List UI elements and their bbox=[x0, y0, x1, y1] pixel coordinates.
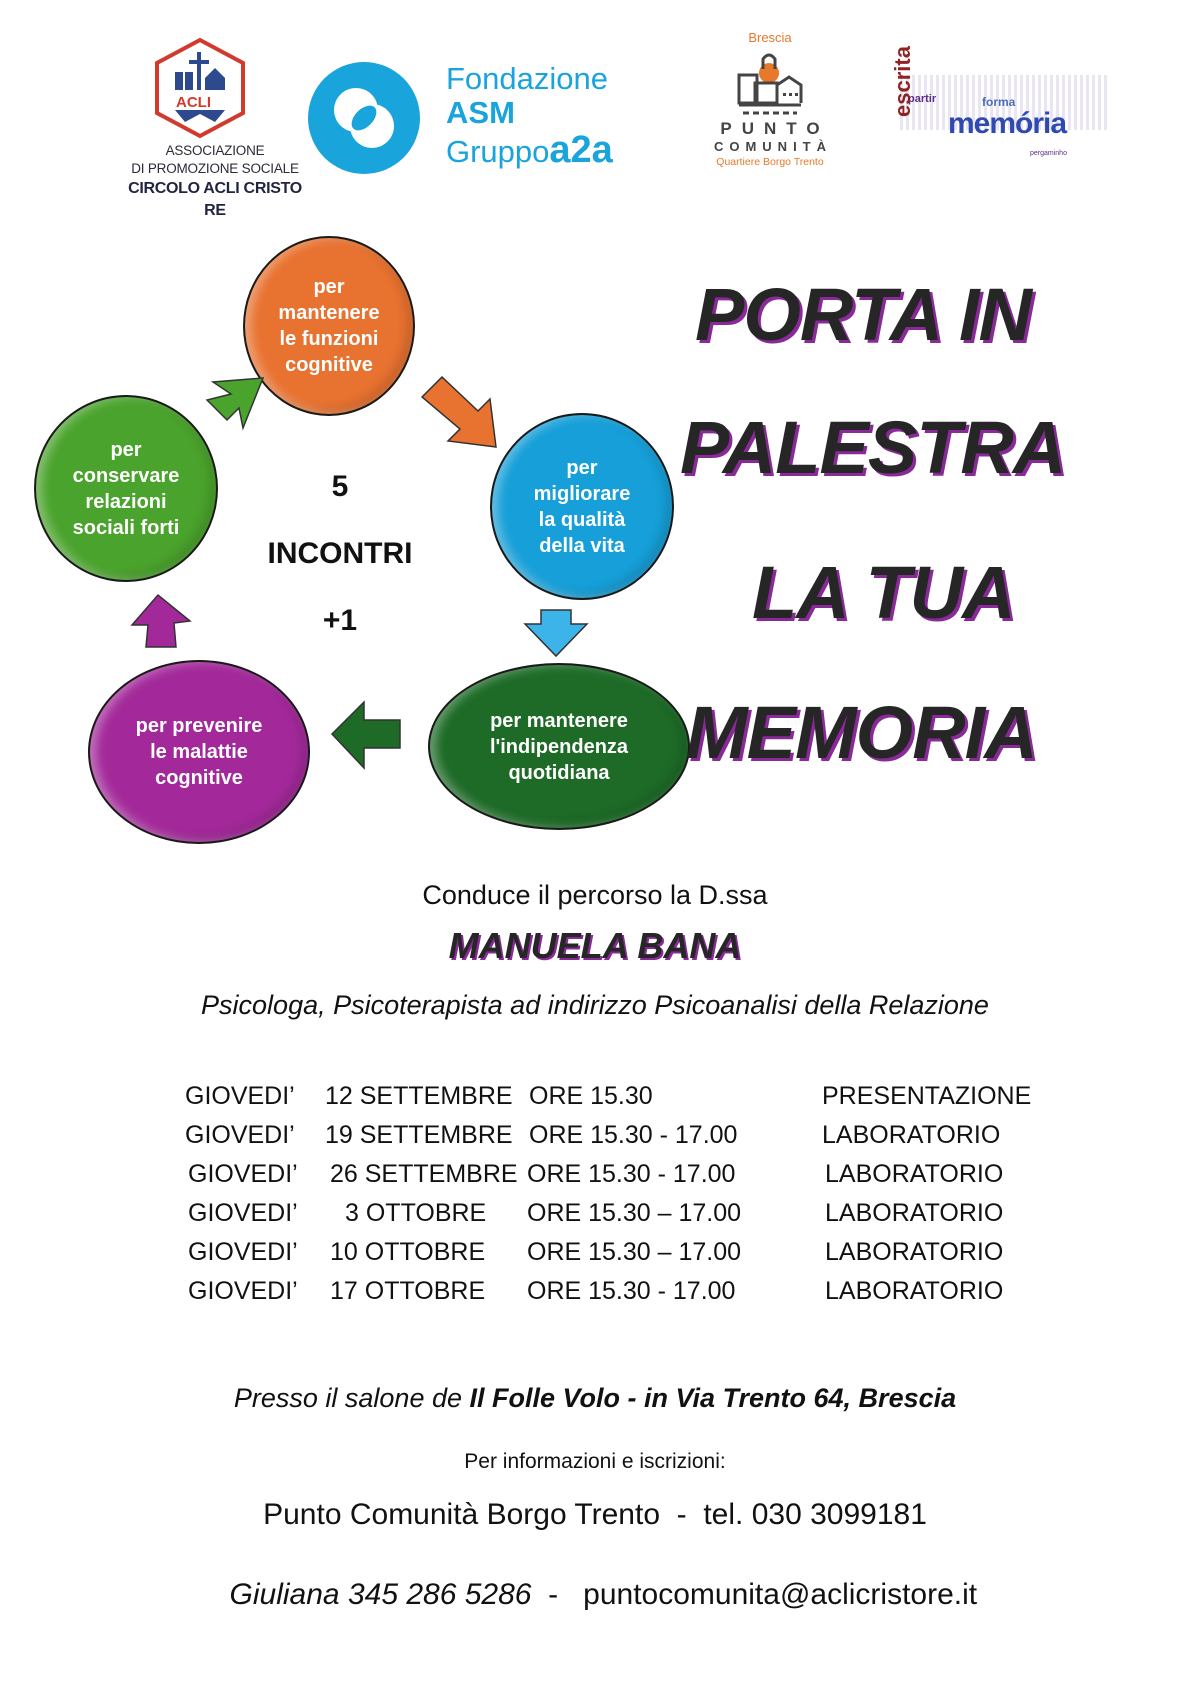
schedule-time: ORE 15.30 – 17.00 bbox=[527, 1238, 742, 1266]
schedule-day: GIOVEDI’ bbox=[188, 1277, 298, 1305]
goal-bubble-prevent-diseases bbox=[88, 660, 310, 844]
schedule-row bbox=[0, 1199, 1190, 1239]
bubble-line: per bbox=[110, 438, 142, 461]
venue-line bbox=[0, 1383, 1190, 1414]
venue-name: Il Folle Volo - in Via Trento 64, Brescia bbox=[469, 1383, 957, 1413]
acli-emblem-icon bbox=[153, 38, 247, 138]
wordcloud-word: partir bbox=[908, 93, 937, 105]
bubble-line: migliorare bbox=[533, 482, 631, 505]
schedule-date: 3 OTTOBRE bbox=[345, 1199, 487, 1227]
punto-line-2: COMUNITÀ bbox=[713, 139, 833, 154]
asm-line-1: Fondazione bbox=[446, 61, 609, 96]
bubble-line: sociali forti bbox=[72, 516, 180, 539]
schedule-date: 19 SETTEMBRE bbox=[325, 1121, 513, 1149]
acli-line-3: CIRCOLO ACLI CRISTO RE bbox=[128, 180, 302, 219]
bubble-line: per bbox=[566, 456, 598, 479]
schedule-type: LABORATORIO bbox=[825, 1238, 1004, 1266]
conductor-name: MANUELA BANA bbox=[448, 925, 742, 966]
acli-line-2: DI PROMOZIONE SOCIALE bbox=[131, 161, 299, 176]
arrow-left-icon bbox=[330, 700, 402, 770]
punto-line-3: Quartiere Borgo Trento bbox=[716, 156, 824, 168]
bubble-line: mantenere bbox=[278, 302, 380, 324]
bubble-line: quotidiana bbox=[508, 761, 610, 784]
sessions-count: 5 bbox=[331, 470, 349, 503]
memoria-wordcloud-image bbox=[890, 46, 1115, 165]
schedule-time: ORE 15.30 - 17.00 bbox=[529, 1121, 738, 1149]
acli-badge-text: ACLI bbox=[176, 94, 211, 111]
wordcloud-main-word: memória bbox=[948, 107, 1067, 140]
bubble-line: l'indipendenza bbox=[489, 735, 629, 758]
title-line-2: PALESTRA bbox=[680, 406, 1066, 489]
goal-bubble-independence bbox=[428, 663, 690, 830]
schedule-date: 17 OTTOBRE bbox=[330, 1277, 486, 1305]
contact-separator: - bbox=[531, 1578, 584, 1611]
bubble-line: le funzioni bbox=[279, 328, 379, 350]
bubble-line: cognitive bbox=[155, 767, 243, 789]
goal-bubble-quality-of-life bbox=[490, 413, 674, 600]
bubble-line: relazioni bbox=[85, 490, 167, 513]
schedule-row bbox=[0, 1238, 1190, 1278]
schedule-day: GIOVEDI’ bbox=[188, 1160, 298, 1188]
schedule-day: GIOVEDI’ bbox=[188, 1199, 298, 1227]
fondazione-asm-logo bbox=[306, 60, 646, 180]
sessions-label: INCONTRI bbox=[267, 537, 413, 570]
wordcloud-word: pergaminho bbox=[1030, 150, 1067, 157]
schedule-date: 12 SETTEMBRE bbox=[325, 1082, 513, 1110]
schedule-day: GIOVEDI’ bbox=[188, 1238, 298, 1266]
schedule-time: ORE 15.30 – 17.00 bbox=[527, 1199, 742, 1227]
asm-ring-icon bbox=[306, 60, 422, 176]
city-buildings-icon bbox=[733, 49, 807, 117]
schedule-type: LABORATORIO bbox=[825, 1199, 1004, 1227]
schedule-date: 10 OTTOBRE bbox=[330, 1238, 486, 1266]
arrow-up-icon bbox=[130, 593, 192, 649]
punto-comunita-logo bbox=[690, 30, 850, 195]
bubble-line: della vita bbox=[539, 534, 625, 557]
arrow-down-icon bbox=[523, 608, 589, 658]
title-line-1: PORTA IN bbox=[695, 273, 1031, 356]
bubble-line: per mantenere bbox=[490, 709, 628, 732]
schedule-date: 26 SETTEMBRE bbox=[330, 1160, 518, 1188]
contact-punto-comunita: Punto Comunità Borgo Trento - tel. 030 3099181 bbox=[263, 1498, 927, 1531]
schedule-day: GIOVEDI’ bbox=[185, 1121, 295, 1149]
schedule-day: GIOVEDI’ bbox=[185, 1082, 295, 1110]
bubble-line: conservare bbox=[72, 464, 180, 487]
contact-line-2 bbox=[0, 1544, 1190, 1612]
wordcloud-side-word: escrita bbox=[890, 46, 915, 117]
sessions-extra: +1 bbox=[322, 604, 358, 637]
wordcloud-word: forma bbox=[982, 95, 1016, 109]
schedule-type: LABORATORIO bbox=[825, 1277, 1004, 1305]
conductor-intro: Conduce il percorso la D.ssa bbox=[422, 880, 768, 910]
acli-logo bbox=[120, 38, 302, 219]
schedule-type: LABORATORIO bbox=[825, 1160, 1004, 1188]
schedule-type: LABORATORIO bbox=[822, 1121, 1001, 1149]
schedule-time: ORE 15.30 - 17.00 bbox=[527, 1277, 736, 1305]
schedule-time: ORE 15.30 bbox=[529, 1082, 653, 1110]
schedule-row bbox=[0, 1277, 1190, 1317]
arrow-down-right-icon bbox=[420, 375, 510, 455]
asm-a2a-brand: a2a bbox=[549, 129, 613, 171]
bubble-line: cognitive bbox=[285, 354, 373, 376]
venue-prefix: Presso il salone de bbox=[233, 1383, 470, 1413]
arrow-up-right-icon bbox=[205, 370, 265, 432]
punto-line-1: PUNTO bbox=[720, 119, 830, 138]
bubble-line: le malattie bbox=[150, 741, 248, 763]
goal-bubble-social-relations bbox=[34, 395, 218, 582]
title-line-3: LA TUA bbox=[752, 551, 1015, 634]
conductor-role: Psicologa, Psicoterapista ad indirizzo Psicoanalisi della Relazione bbox=[201, 990, 989, 1020]
schedule-row bbox=[0, 1160, 1190, 1200]
bubble-line: per prevenire bbox=[135, 715, 263, 737]
schedule-type: PRESENTAZIONE bbox=[822, 1082, 1032, 1110]
bubble-line: per bbox=[313, 276, 345, 298]
contacts-heading: Per informazioni e iscrizioni: bbox=[464, 1450, 726, 1473]
acli-line-1: ASSOCIAZIONE bbox=[165, 143, 265, 158]
schedule-time: ORE 15.30 - 17.00 bbox=[527, 1160, 736, 1188]
schedule-row bbox=[0, 1082, 1190, 1122]
asm-line-2: ASM bbox=[446, 95, 515, 130]
goal-bubble-cognitive-functions bbox=[243, 236, 415, 416]
title-line-4: MEMORIA bbox=[686, 691, 1037, 774]
asm-line-3-prefix: Gruppo bbox=[446, 134, 550, 169]
contact-giuliana-phone: Giuliana 345 286 5286 bbox=[229, 1578, 532, 1611]
contact-email[interactable]: puntocomunita@aclicristore.it bbox=[583, 1578, 978, 1611]
bubble-line: la qualità bbox=[538, 508, 626, 531]
schedule-row bbox=[0, 1121, 1190, 1161]
punto-city: Brescia bbox=[748, 30, 792, 45]
